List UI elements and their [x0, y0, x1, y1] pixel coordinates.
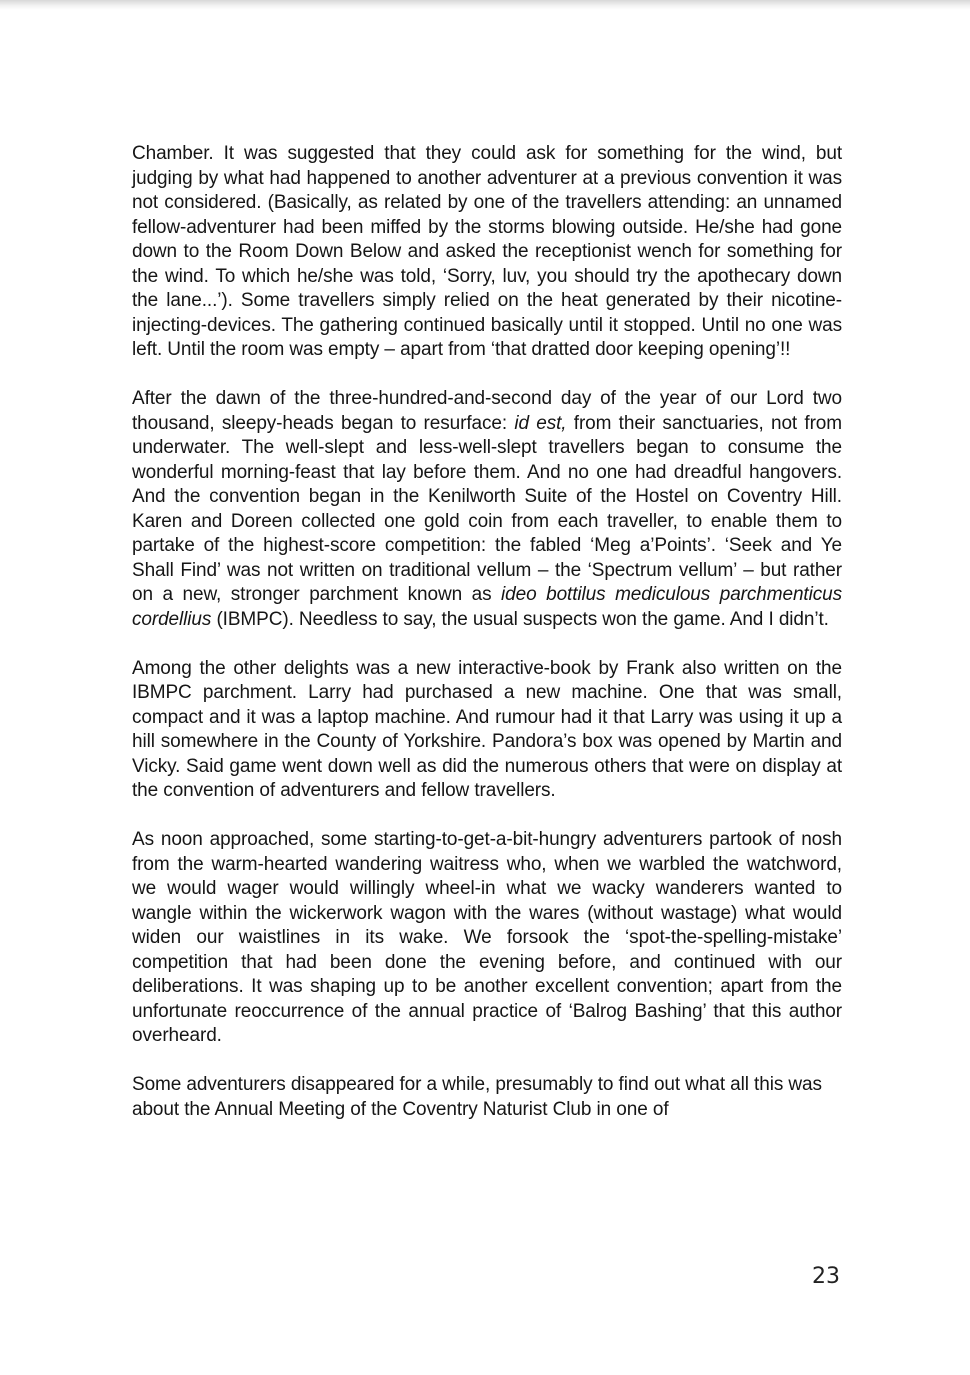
paragraph-2 [132, 387, 842, 632]
page-body [132, 142, 842, 1122]
paragraph-5 [132, 1073, 842, 1122]
text-run: (IBMPC). Needless to say, the usual suspects won the game. And I didn’t. [211, 608, 829, 630]
scan-edge [0, 0, 970, 10]
text-run: As noon approached, some starting-to-get-a-bit-hungry adventurers partook of nosh from the warm-hearted wandering waitress who, when we warbled the watchword, we would wager would willingly wheel-in what we wacky wanderers wanted to wangle within the wickerwork wagon with the wares (without wastage) what would widen our waistlines in its wake. We forsook the ‘spot-the-spelling-mistake’ competition that had been done the evening before, and continued with our deliberations. It was shaping up to be another excellent convention; apart from the unfortunate reoccurrence of the annual practice of ‘Balrog Bashing’ that this author overheard. [132, 829, 842, 1046]
text-run: Some adventurers disappeared for a while, presumably to find out what all this was about the Annual Meeting of the Coventry Naturist Club in one of [132, 1074, 822, 1120]
paragraph-1 [132, 142, 842, 363]
paragraph-3 [132, 657, 842, 804]
italic-text-run: ideo bottilus mediculous parchmenticus cordellius [132, 584, 842, 630]
page-number: 23 [812, 1264, 840, 1289]
italic-text-run: id est, [514, 412, 567, 434]
text-run: Chamber. It was suggested that they could ask for something for the wind, but judging by what had happened to another adventurer at a previous convention it was not considered. (Basically, as related by one of the travellers attending: an unnamed fellow-adventurer had been miffed by the storms blowing outside. He/she had gone down to the Room Down Below and asked the receptionist wench for something for the wind. To which he/she was told, ‘Sorry, luv, you should try the apothecary down the lane...’). Some travellers simply relied on the heat generated by their nicotine-injecting-devices. The gathering continued basically until it stopped. Until no one was left. Until the room was empty – apart from ‘that dratted door keeping opening’!! [132, 143, 842, 360]
text-run: Among the other delights was a new interactive-book by Frank also written on the IBMPC parchment. Larry had purchased a new machine. One that was small, compact and it was a laptop machine. And rumour had it that Larry was using it up a hill somewhere in the County of Yorkshire. Pandora’s box was opened by Martin and Vicky. Said game went down well as did the numerous others that were on display at the convention of adventurers and fellow travellers. [132, 657, 842, 801]
text-run: After the dawn of the three-hundred-and-second day of the year of our Lord two thousand, sleepy-heads began to resurface: [132, 388, 842, 434]
paragraph-4 [132, 828, 842, 1049]
text-run: from their sanctuaries, not from underwater. The well-slept and less-well-slept travellers began to consume the wonderful morning-feast that lay before them. And no one had dreadful hangovers. And the convention began in the Kenilworth Suite of the Hostel on Coventry Hill. Karen and Doreen collected one gold coin from each traveller, to enable them to partake of the highest-score competition: the fabled ‘Meg a’Points’. ‘Seek and Ye Shall Find’ was not written on traditional vellum – the ‘Spectrum vellum’ – but rather on a new, stronger parchment known as [132, 412, 842, 605]
